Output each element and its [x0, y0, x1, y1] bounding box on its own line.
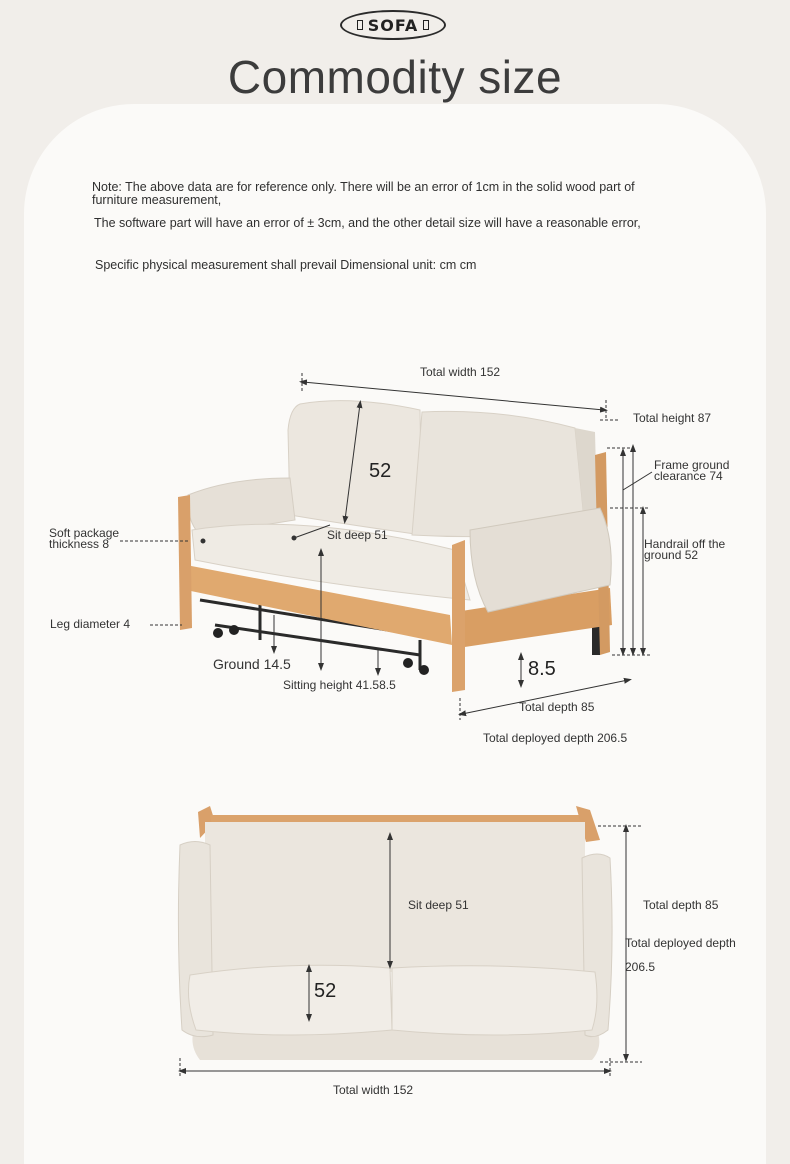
top-view-sofa — [178, 806, 612, 1060]
label-sitting-height: Sitting height 41.58.5 — [283, 678, 396, 692]
label-top-total-width: Total width 152 — [333, 1083, 414, 1097]
label-total-height: Total height 87 — [633, 411, 712, 425]
label-top-cushion-height: 52 — [314, 980, 337, 1002]
label-total-width: Total width 152 — [420, 365, 501, 379]
note-line-3: Specific physical measurement shall prevail Dimensional unit: cm cm — [95, 258, 477, 272]
note-line-1: Note: The above data are for reference only. There will be an error of 1cm in the solid wood part of furniture measurement, — [92, 180, 635, 207]
label-top-total-depth: Total depth 85 — [643, 898, 719, 912]
label-top-deployed-depth-value: 206.5 — [625, 960, 656, 974]
label-handrail-off-ground: Handrail off the ground 52 — [644, 537, 726, 562]
label-ground-clearance: Ground 14.5 — [213, 656, 291, 672]
label-sit-deep: Sit deep 51 — [327, 528, 388, 542]
side-view-sofa — [178, 401, 612, 692]
label-total-depth: Total depth 85 — [519, 700, 595, 714]
label-leg-diameter: Leg diameter 4 — [50, 617, 131, 631]
badge-text: SOFA — [367, 15, 419, 35]
label-top-sit-deep: Sit deep 51 — [408, 898, 469, 912]
label-top-deployed-depth: Total deployed depth — [625, 936, 736, 950]
label-back-height: 52 — [369, 460, 392, 482]
label-total-deployed-depth: Total deployed depth 206.5 — [483, 731, 628, 745]
page-title: Commodity size — [227, 51, 563, 103]
label-leg-height: 8.5 — [528, 658, 556, 680]
label-frame-ground-clearance: Frame ground clearance 74 — [654, 458, 730, 483]
note-line-2: The software part will have an error of ± 3cm, and the other detail size will have a reasonable error, — [94, 216, 641, 230]
label-soft-package-thickness: Soft package thickness 8 — [49, 526, 120, 551]
